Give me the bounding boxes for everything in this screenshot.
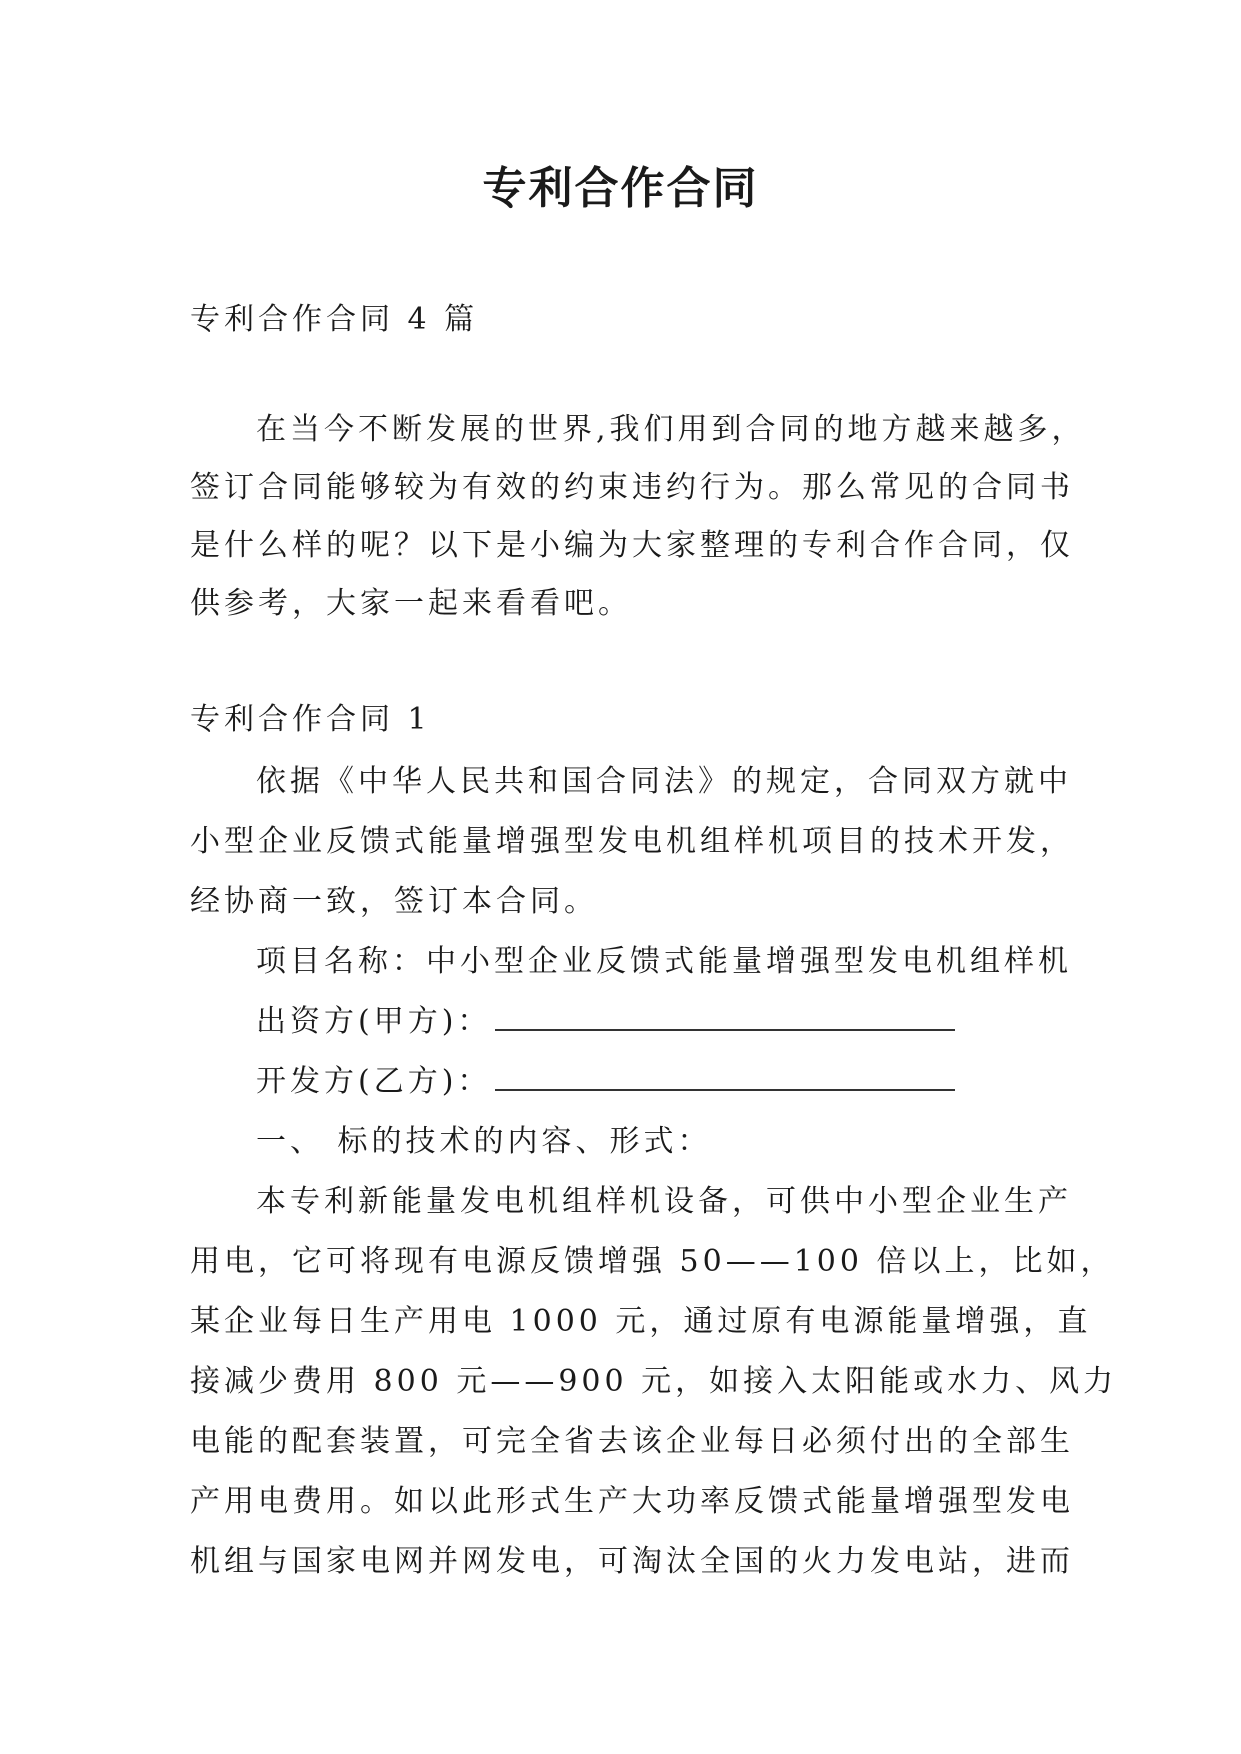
party-b-blank: [495, 1067, 955, 1091]
paragraph-line: 产用电费用。如以此形式生产大功率反馈式能量增强型发电: [190, 1484, 1074, 1519]
paragraph-line: 接减少费用 800 元——900 元，如接入太阳能或水力、风力: [190, 1364, 1118, 1399]
paragraph-line: 用电，它可将现有电源反馈增强 50——100 倍以上，比如，: [190, 1244, 1115, 1279]
document-title: 专利合作合同: [482, 163, 759, 214]
project-name: 项目名称：中小型企业反馈式能量增强型发电机组样机: [256, 944, 1072, 979]
party-a-blank: [495, 1007, 955, 1031]
intro-line: 供参考，大家一起来看看吧。: [190, 586, 632, 621]
party-a-label: 出资方(甲方)：: [256, 1004, 492, 1039]
paragraph-line: 经协商一致，签订本合同。: [190, 884, 598, 919]
intro-line: 签订合同能够较为有效的约束违约行为。那么常见的合同书: [190, 470, 1074, 505]
party-a-row: [256, 1002, 955, 1042]
paragraph-line: 电能的配套装置，可完全省去该企业每日必须付出的全部生: [190, 1424, 1074, 1459]
paragraph-line: 依据《中华人民共和国合同法》的规定，合同双方就中: [256, 764, 1072, 799]
clause-heading: 一、 标的技术的内容、形式：: [256, 1124, 712, 1159]
paragraph-line: 本专利新能量发电机组样机设备，可供中小型企业生产: [256, 1184, 1072, 1219]
paragraph-line: 小型企业反馈式能量增强型发电机组样机项目的技术开发，: [190, 824, 1074, 859]
party-b-row: [256, 1062, 955, 1102]
intro-line: 是什么样的呢？以下是小编为大家整理的专利合作合同，仅: [190, 528, 1074, 563]
document-subtitle: 专利合作合同 4 篇: [190, 302, 479, 337]
section-heading: 专利合作合同 1: [190, 702, 431, 737]
paragraph-line: 机组与国家电网并网发电，可淘汰全国的火力发电站，进而: [190, 1544, 1074, 1579]
paragraph-line: 某企业每日生产用电 1000 元，通过原有电源能量增强，直: [190, 1304, 1092, 1339]
intro-line: 在当今不断发展的世界,我们用到合同的地方越来越多，: [256, 412, 1086, 447]
party-b-label: 开发方(乙方)：: [256, 1064, 492, 1099]
